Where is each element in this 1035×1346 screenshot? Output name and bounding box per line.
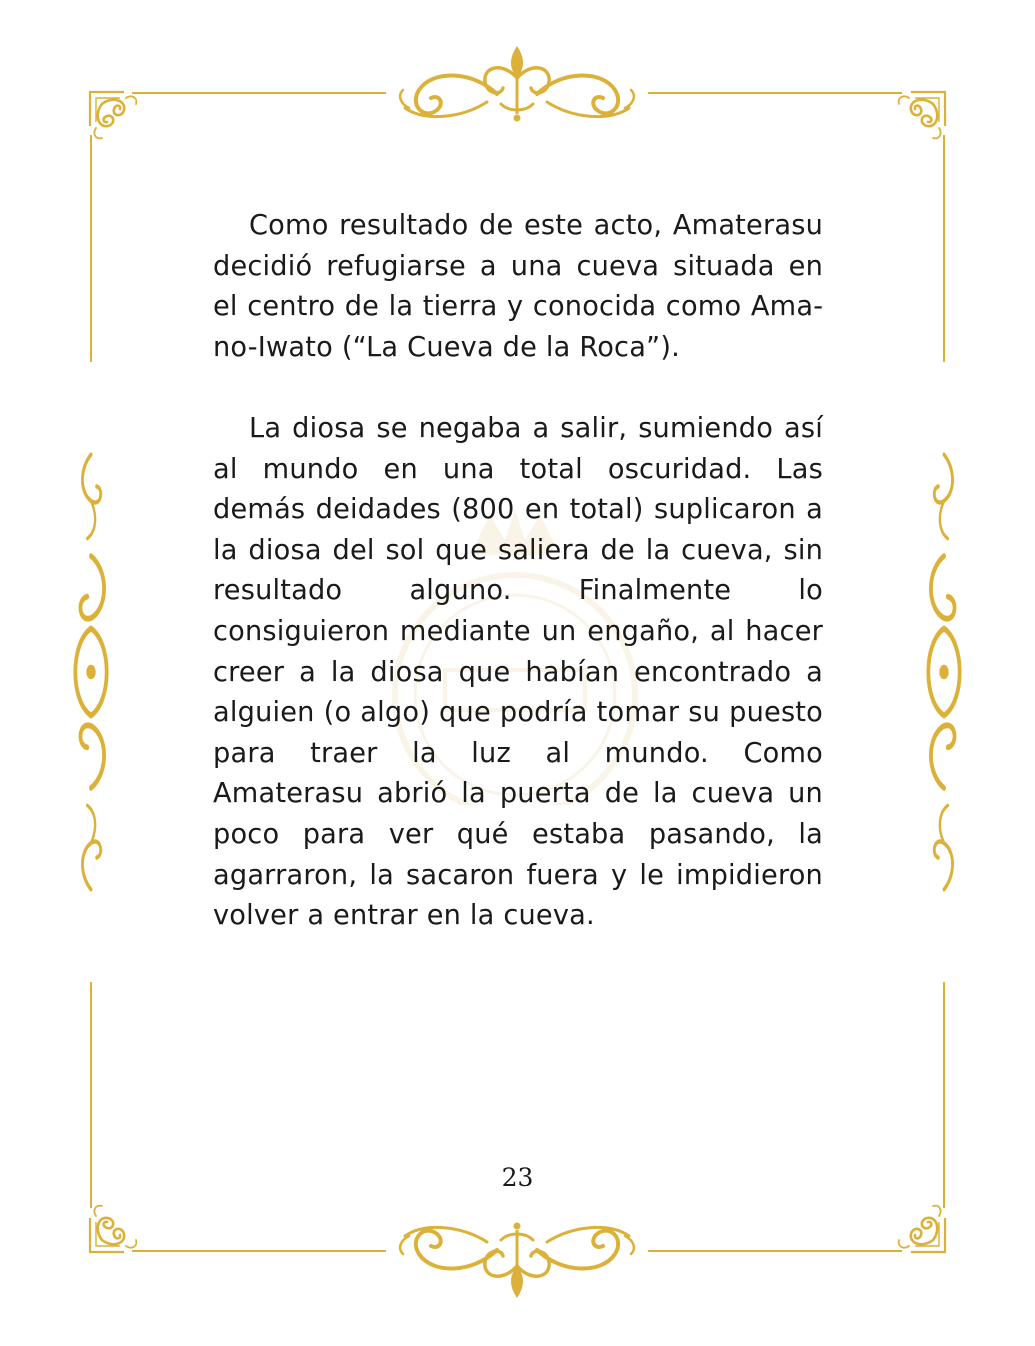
paragraph-2: La diosa se negaba a salir, sumiendo así al mundo en una total oscuridad. Las demás deidades (800 en total) suplicaron a la diosa del sol que saliera de la cueva, sin resultado alguno. Finalmente lo consiguieron mediante un engaño, al hacer creer a la diosa que habían encontrado a alguien (o algo) que podría tomar su puesto para traer la luz al mundo. Como Amaterasu abrió la puerta de la cueva un poco para ver qué estaba pasando, la agarraron, la sacaron fuera y le impidieron volver a entrar en la cueva. [213, 412, 823, 932]
page-number: 23 [501, 1163, 534, 1192]
paragraph-1: Como resultado de este acto, Amaterasu decidió refugiarse a una cueva situada en el centro de la tierra y conocida como Amano-Iwato (“La Cueva de la Roca”). [213, 210, 823, 363]
page-body [213, 206, 823, 937]
